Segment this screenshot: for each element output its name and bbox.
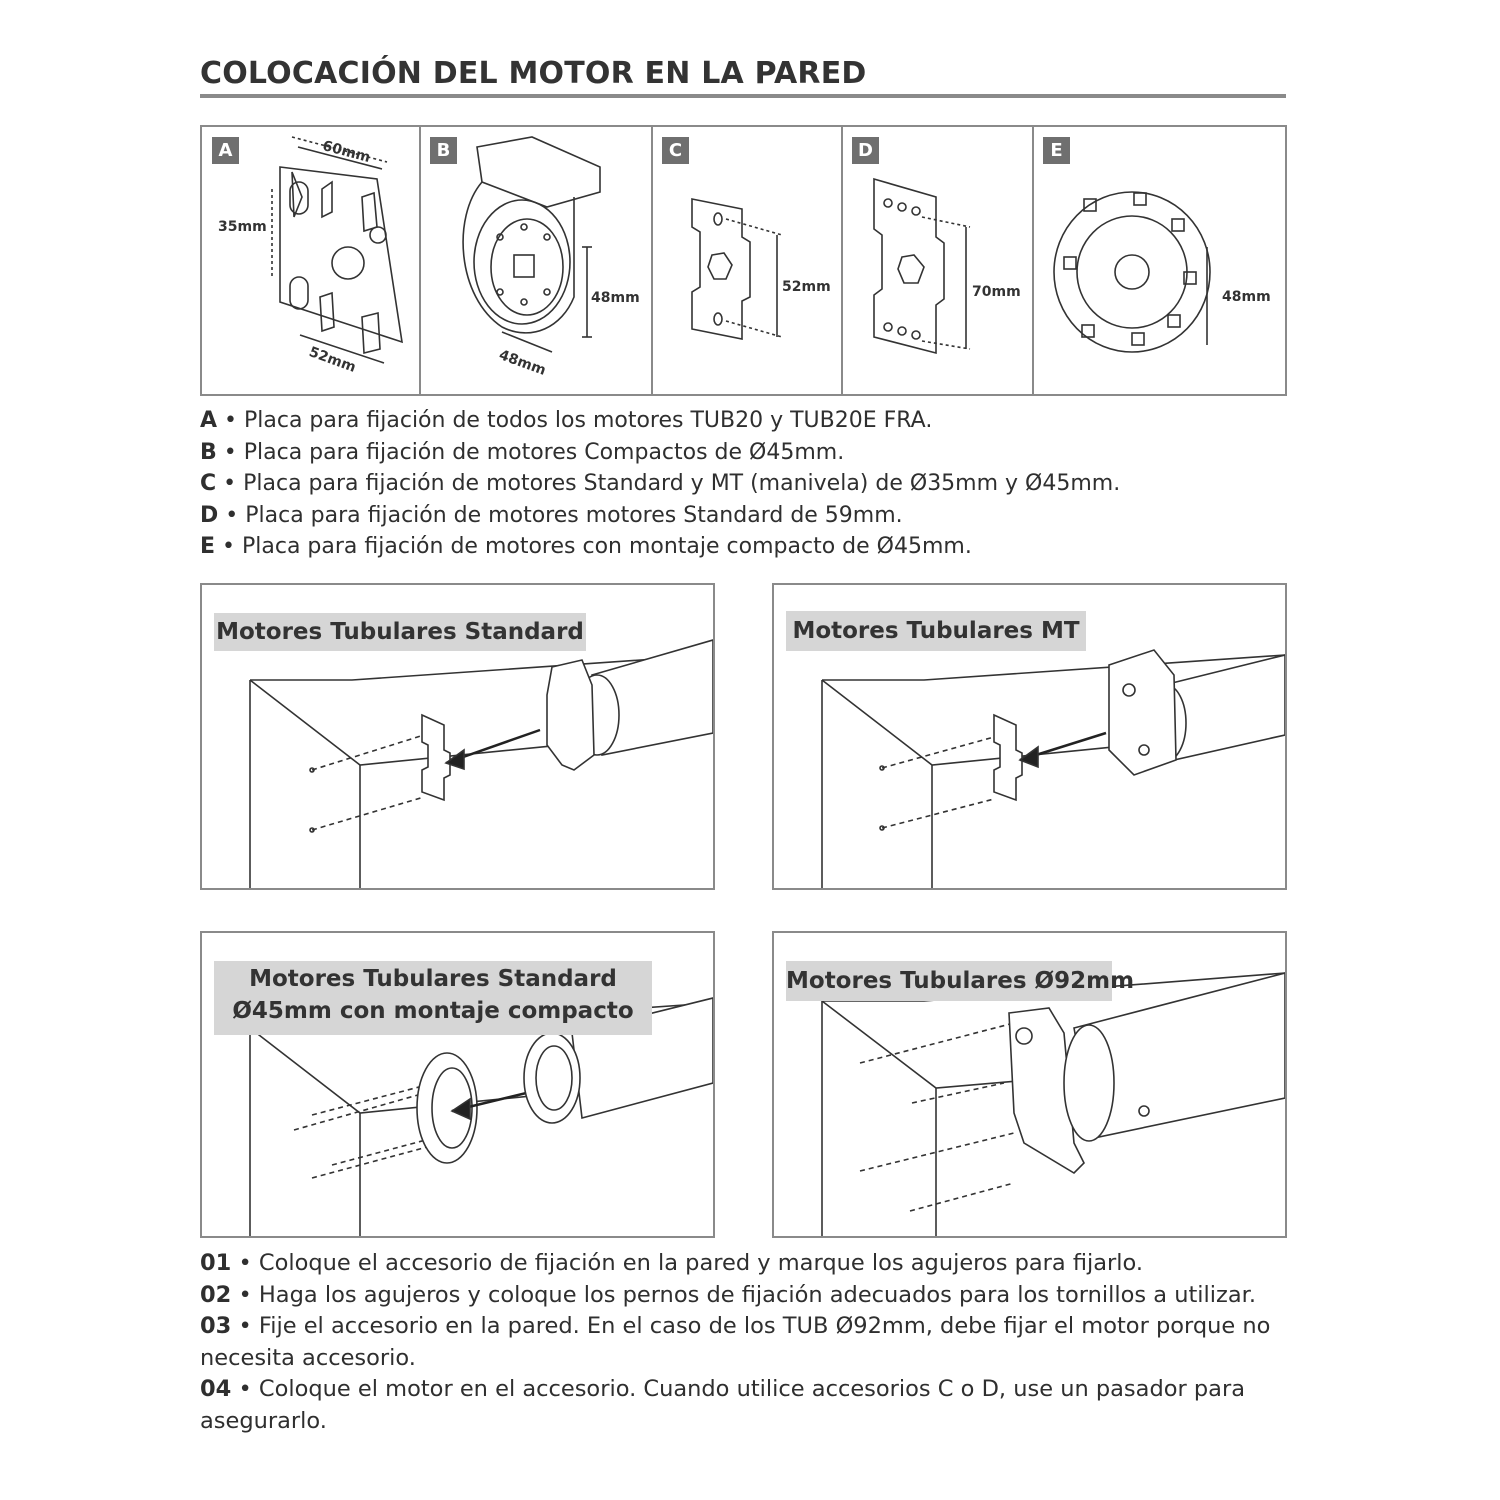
- plate-e-drawing: [1054, 192, 1210, 352]
- dim-a-width: 60mm: [320, 137, 372, 167]
- plate-drawings: [202, 127, 1285, 394]
- installation-steps: [200, 1248, 1290, 1437]
- panel-mt: [772, 583, 1287, 890]
- plate-b-drawing: [463, 137, 600, 352]
- dim-b-width: 48mm: [496, 347, 548, 379]
- panel-92mm-label: Motores Tubulares Ø92mm: [786, 961, 1112, 1001]
- page-title: COLOCACIÓN DEL MOTOR EN LA PARED: [200, 56, 867, 91]
- legend-row-d: D • Placa para fijación de motores motores Standard de 59mm.: [200, 502, 903, 528]
- plate-legend: [200, 405, 1300, 563]
- plate-table: [200, 125, 1287, 396]
- dim-a-base: 52mm: [306, 344, 358, 376]
- dim-c-height: 52mm: [782, 279, 831, 295]
- plate-a-drawing: [272, 137, 402, 363]
- title-rule: [200, 94, 1286, 98]
- badge-a: A: [212, 137, 239, 164]
- badge-d: D: [852, 137, 879, 164]
- legend-row-c: C • Placa para fijación de motores Standard y MT (manivela) de Ø35mm y Ø45mm.: [200, 471, 1121, 496]
- step-01: 01 • Coloque el accesorio de fijación en la pared y marque los agujeros para fijarlo.: [200, 1250, 1144, 1276]
- panel-compact-label-line-2: Ø45mm con montaje compacto: [232, 998, 634, 1024]
- dim-b-height: 48mm: [591, 290, 640, 306]
- plate-c-drawing: [692, 199, 782, 339]
- plate-d-drawing: [874, 179, 970, 353]
- dim-e-diameter: 48mm: [1222, 289, 1271, 305]
- panel-compact: [200, 931, 715, 1238]
- badge-c: C: [662, 137, 689, 164]
- panel-compact-label-line-1: Motores Tubulares Standard: [249, 966, 617, 992]
- step-02: 02 • Haga los agujeros y coloque los pernos de fijación adecuados para los tornillos a utilizar.: [200, 1281, 1256, 1308]
- step-04: 04 • Coloque el motor en el accesorio. Cuando utilice accesorios C o D, use un pasador para asegurarlo.: [200, 1376, 1246, 1434]
- dim-a-hole: 35mm: [218, 219, 267, 235]
- badge-b: B: [430, 137, 457, 164]
- legend-row-b: B • Placa para fijación de motores Compactos de Ø45mm.: [200, 439, 845, 465]
- legend-row-a: A • Placa para fijación de todos los motores TUB20 y TUB20E FRA.: [200, 408, 933, 433]
- panel-compact-label: [214, 961, 652, 1035]
- badge-e: E: [1043, 137, 1070, 164]
- panel-standard-label: Motores Tubulares Standard: [214, 613, 586, 651]
- panel-92mm: [772, 931, 1287, 1238]
- panel-mt-label: Motores Tubulares MT: [786, 611, 1086, 651]
- panel-standard: [200, 583, 715, 890]
- dim-d-height: 70mm: [972, 284, 1021, 300]
- step-03: 03 • Fije el accesorio en la pared. En el caso de los TUB Ø92mm, debe fijar el motor porque no necesita accesorio.: [200, 1313, 1271, 1371]
- legend-row-e: E • Placa para fijación de motores con montaje compacto de Ø45mm.: [200, 534, 972, 559]
